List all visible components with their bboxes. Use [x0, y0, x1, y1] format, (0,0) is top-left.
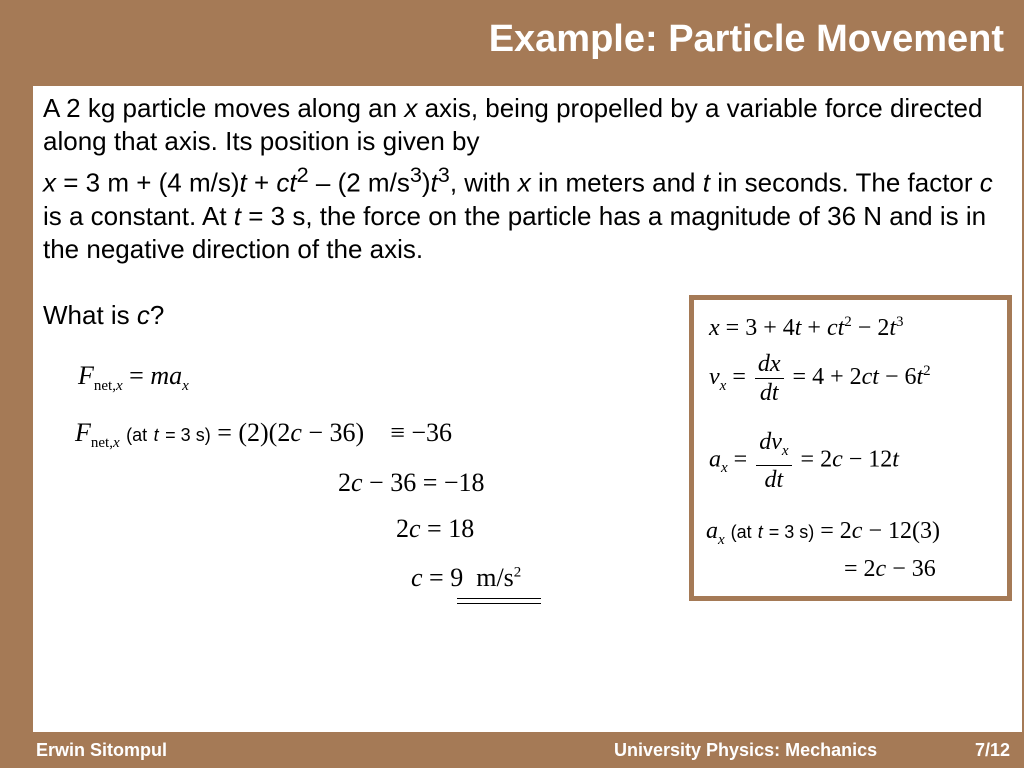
var-t: t	[794, 315, 802, 341]
problem-text: , with	[449, 167, 511, 198]
var-t: t	[239, 167, 247, 198]
var-t: t	[757, 522, 763, 542]
equation-text: =	[726, 364, 752, 391]
var-c: c	[136, 300, 150, 330]
subscript-text: net,	[90, 435, 113, 452]
equation-text: − 36)	[301, 418, 365, 447]
var-c: c	[851, 518, 863, 544]
exponent: 3	[896, 314, 904, 330]
problem-text: = 3 s, the force on the particle has a magnitude of 36 N and is in the negative direction of the axis.	[43, 200, 987, 264]
exponent: 3	[409, 162, 422, 187]
equation-text: = 2	[800, 446, 833, 473]
var-t: t	[233, 200, 242, 231]
equation-text: = (2)(2	[217, 418, 291, 447]
equation-text: − 12	[842, 446, 893, 473]
var-c: c	[290, 418, 302, 447]
var-t: t	[430, 167, 438, 198]
equation-text: 2	[396, 514, 409, 543]
var-t: t	[889, 315, 896, 341]
equation-text: = 4 + 2	[792, 364, 862, 391]
box-eq-acceleration	[709, 428, 899, 494]
var-x: x	[517, 167, 531, 198]
answer-underline	[457, 598, 541, 604]
box-eq-velocity	[709, 350, 931, 407]
equation-text: = 3 + 4	[719, 315, 795, 341]
denominator: dt	[764, 466, 784, 493]
box-eq-result	[844, 556, 936, 583]
force-symbol: F	[75, 418, 91, 447]
exponent: 2	[923, 363, 931, 380]
var-v: v	[709, 364, 720, 391]
equation-text: − 36	[886, 556, 936, 582]
subscript-x: x	[112, 435, 120, 452]
at-text: (at	[126, 425, 148, 445]
problem-text: is a constant. At	[43, 200, 227, 231]
exponent: 3	[437, 162, 450, 187]
question	[43, 300, 164, 331]
content-panel	[33, 86, 1022, 732]
box-eq-position	[709, 314, 904, 342]
subscript-x: x	[182, 378, 189, 395]
position-eq: )	[421, 167, 431, 198]
problem-statement	[43, 92, 1013, 266]
solution-line-2	[75, 418, 452, 452]
slide-title: Example: Particle Movement	[488, 18, 1004, 60]
subscript-x: x	[718, 531, 725, 548]
var-t: t	[702, 167, 710, 198]
exponent: 2	[844, 314, 852, 330]
derivative-fraction	[756, 428, 791, 494]
equation-text: =	[727, 446, 754, 473]
var-x: x	[404, 93, 418, 123]
var-t: t	[153, 425, 159, 445]
problem-text: in seconds. The factor	[717, 167, 973, 198]
exponent: 2	[296, 162, 309, 187]
force-subscript	[94, 378, 123, 394]
force-symbol: F	[78, 361, 94, 390]
page-number: 7/12	[975, 740, 1011, 760]
solution-line-3	[338, 468, 485, 498]
numerator: dx	[755, 350, 784, 379]
at-text: = 3 s)	[768, 522, 815, 542]
var-a: a	[709, 446, 721, 473]
question-text: What is	[43, 300, 130, 330]
denominator: dt	[759, 380, 779, 406]
solution-line-5	[411, 563, 521, 593]
exponent: 2	[513, 564, 522, 581]
derivative-fraction	[755, 350, 784, 407]
equivalence: ≡ −36	[390, 418, 453, 447]
equation-text: − 12(3)	[862, 518, 940, 544]
var-x: x	[43, 167, 56, 198]
equation-text: − 2	[851, 315, 890, 341]
position-eq: +	[253, 167, 270, 198]
box-eq-accel-at-3s	[706, 518, 940, 549]
var-ma: ma	[150, 361, 183, 390]
var-t: t	[892, 446, 899, 473]
numerator-text: dv	[759, 429, 782, 455]
equation-text: 2	[338, 468, 351, 497]
var-c: c	[411, 563, 423, 592]
subscript-text: net,	[93, 378, 116, 395]
equation-text: = 9	[422, 563, 464, 592]
derivation-box	[689, 295, 1012, 601]
position-eq: – (2 m/s	[315, 167, 410, 198]
var-c: c	[875, 556, 887, 582]
equation-text: − 6	[878, 364, 917, 391]
solution-line-4	[396, 514, 474, 544]
at-text: = 3 s)	[165, 425, 211, 445]
units: m/s	[476, 563, 514, 592]
footer-author: Erwin Sitompul	[36, 740, 168, 760]
subscript-x: x	[719, 377, 727, 394]
var-c: c	[979, 167, 993, 198]
numerator	[756, 428, 791, 466]
question-mark: ?	[149, 300, 165, 330]
var-ct: ct	[861, 364, 879, 391]
equation-text: − 36 = −18	[362, 468, 485, 497]
var-x: x	[709, 315, 720, 341]
var-c: c	[832, 446, 843, 473]
var-ct: ct	[276, 167, 297, 198]
problem-text: axis, being propelled by a variable force directed along that axis. Its position is given by	[43, 93, 983, 156]
equation-text: +	[801, 315, 827, 341]
footer-course: University Physics: Mechanics	[614, 740, 878, 760]
var-a: a	[706, 518, 718, 544]
equation-text: = 2	[814, 518, 852, 544]
var-c: c	[351, 468, 363, 497]
subscript-x: x	[781, 442, 789, 459]
subscript-x: x	[115, 378, 123, 395]
equation-text: = 2	[844, 556, 876, 582]
problem-text: A 2 kg particle moves along an	[43, 93, 398, 123]
subscript-x: x	[721, 460, 728, 477]
position-eq: = 3 m + (4 m/s)	[63, 167, 240, 198]
var-c: c	[409, 514, 421, 543]
equation-text: = 18	[420, 514, 475, 543]
at-text: (at	[730, 522, 752, 542]
equation-text: =	[129, 361, 151, 390]
var-ct: ct	[826, 315, 845, 341]
solution-line-1	[78, 361, 189, 395]
var-t: t	[916, 364, 924, 391]
problem-text: in meters and	[537, 167, 696, 198]
